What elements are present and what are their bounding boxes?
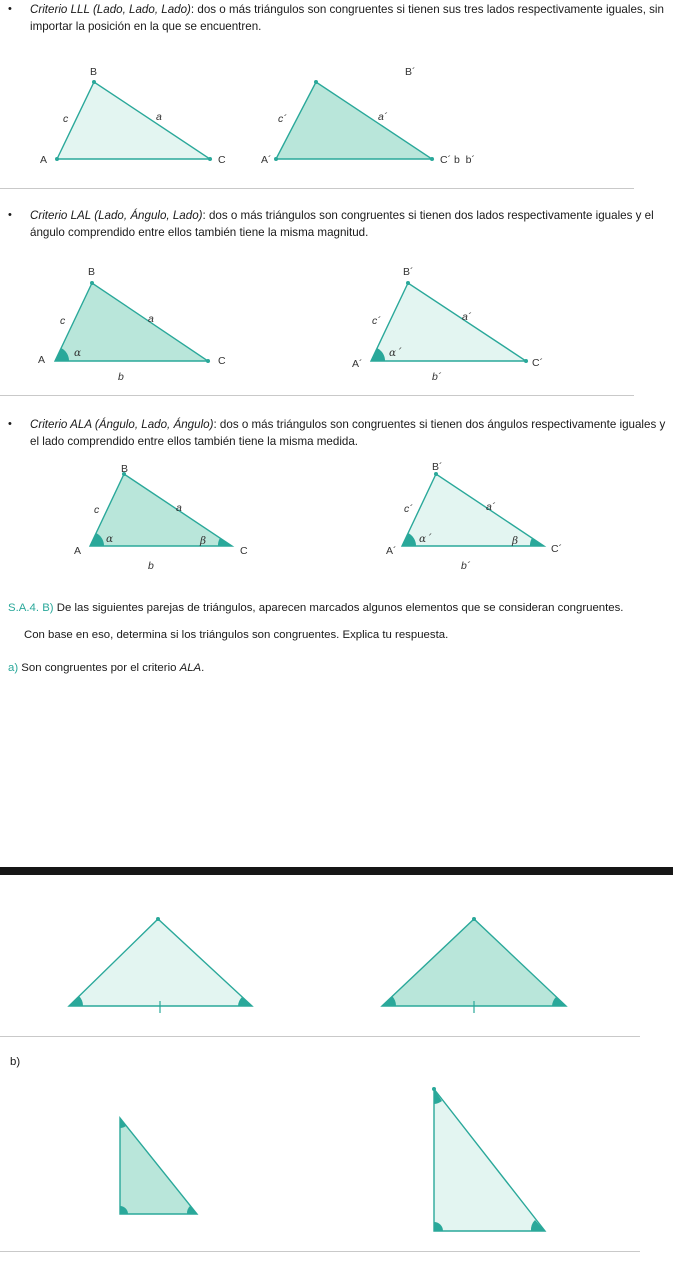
label-b-side: b: [118, 371, 124, 383]
label-b-vertex: B: [88, 266, 96, 278]
label-c-prime-vertex: C´: [532, 357, 544, 369]
divider: [0, 1036, 640, 1037]
angle-beta-mark: [218, 538, 232, 546]
answer-a-label: a): [8, 662, 19, 674]
divider: [0, 1251, 640, 1252]
label-beta: β: [512, 535, 519, 547]
label-beta: β: [200, 535, 207, 547]
label-b-prime: B´: [405, 66, 416, 78]
label-b-vertex: B: [121, 463, 129, 475]
criterion-name: Criterio LLL (Lado, Lado, Lado): [30, 3, 191, 16]
criterion-sep: :: [190, 3, 195, 16]
label-a-prime-vertex: A´: [386, 545, 397, 557]
label-a-prime-vertex: A´: [261, 154, 272, 166]
criterion-name: Criterio ALA (Ángulo, Lado, Ángulo): [30, 418, 214, 431]
lal-figure: [0, 260, 673, 390]
divider: [0, 188, 634, 189]
bullet: •: [8, 209, 12, 221]
label-b-prime: B´: [432, 461, 443, 473]
label-a-side: a: [148, 313, 154, 325]
label-c-prime-vertex: C´: [551, 543, 563, 555]
criterion-text: dos o más triángulos son congruentes si tienen dos ángulos respectivamente iguales y el lado comprendido entre ellos también tiene la misma medida.: [30, 418, 666, 448]
criterion-sep: :: [202, 209, 206, 222]
criterion-lll: [30, 1, 670, 35]
pair-a-triangle-right: [382, 919, 566, 1006]
label-c-vertex: C: [218, 154, 226, 166]
label-a-prime-vertex: A´: [352, 358, 363, 370]
criterion-lal: [30, 207, 670, 241]
answer-a-text: Son congruentes por el criterio: [18, 662, 180, 674]
angle-beta-prime-mark: [530, 538, 544, 546]
label-a-prime: a´: [378, 111, 388, 123]
triangle-abc: [57, 82, 210, 159]
label-c-side: c: [94, 504, 100, 516]
angle-mark-top: [434, 1089, 442, 1104]
label-c-side: c: [60, 315, 66, 327]
label-alpha: α: [106, 533, 114, 545]
label-a-vertex: A: [38, 354, 46, 366]
label-a-side: a: [176, 502, 182, 514]
label-a-vertex: A: [40, 154, 48, 166]
label-a-vertex: A: [74, 545, 82, 557]
answer-a-end: .: [201, 662, 205, 674]
triangle-abc-prime: [276, 82, 432, 159]
divider: [0, 395, 634, 396]
bullet: •: [8, 3, 12, 15]
label-b-prime-side: b´: [432, 371, 442, 383]
label-c-vertex: C: [240, 545, 248, 557]
criterion-text: dos o más triángulos son congruentes si tienen dos lados respectivamente iguales y el ángulo comprendido entre ellos también tiene la misma magnitud.: [30, 209, 654, 239]
label-c-b-prime: C´ b b´: [440, 154, 476, 166]
label-b-prime-side: b´: [461, 560, 471, 572]
pair-a-triangle-left: [69, 919, 252, 1006]
criterion-text: dos o más triángulos son congruentes si tienen sus tres lados respectivamente iguales, sin importar la posición en la que se encuentren.: [30, 3, 664, 33]
label-b-prime: B´: [403, 266, 414, 278]
ala-figure: [0, 455, 673, 575]
exercise-instruction-2: Con base en eso, determina si los triángulos son congruentes. Explica tu respuesta.: [24, 629, 449, 641]
exercise-code: S.A.4. B): [8, 602, 54, 614]
label-c-prime: c´: [278, 113, 287, 125]
label-c-prime: c´: [372, 315, 381, 327]
page-separator-bar: [0, 867, 673, 875]
pair-b-label: b): [10, 1056, 21, 1068]
pair-b-figure: [0, 1080, 673, 1245]
criterion-name: Criterio LAL (Lado, Ángulo, Lado): [30, 209, 203, 222]
label-c-prime: c´: [404, 503, 413, 515]
label-c-side: c: [63, 113, 69, 125]
angle-mark-top: [120, 1118, 126, 1128]
label-a-prime: a´: [462, 311, 472, 323]
answer-a: [8, 660, 204, 676]
label-alpha-prime: α´: [389, 347, 402, 359]
criterion-ala: [30, 416, 670, 450]
label-alpha-prime: α´: [419, 533, 432, 545]
pair-b-triangle-right: [434, 1089, 545, 1231]
label-c-vertex: C: [218, 355, 226, 367]
label-b-side: b: [148, 560, 154, 572]
pair-a-figure: [0, 905, 673, 1025]
lll-figure: [0, 55, 673, 180]
label-a-side: a: [156, 111, 162, 123]
pair-b-triangle-left: [120, 1118, 197, 1214]
exercise-instruction: [8, 600, 673, 616]
bullet: •: [8, 418, 12, 430]
criterion-sep: :: [213, 418, 217, 431]
label-a-prime: a´: [486, 501, 496, 513]
exercise-instruction-text: De las siguientes parejas de triángulos, aparecen marcados algunos elementos que se consideran congruentes.: [53, 602, 624, 614]
label-alpha: α: [74, 347, 82, 359]
answer-a-criterion: ALA: [179, 662, 202, 674]
label-b-vertex: B: [90, 66, 98, 78]
